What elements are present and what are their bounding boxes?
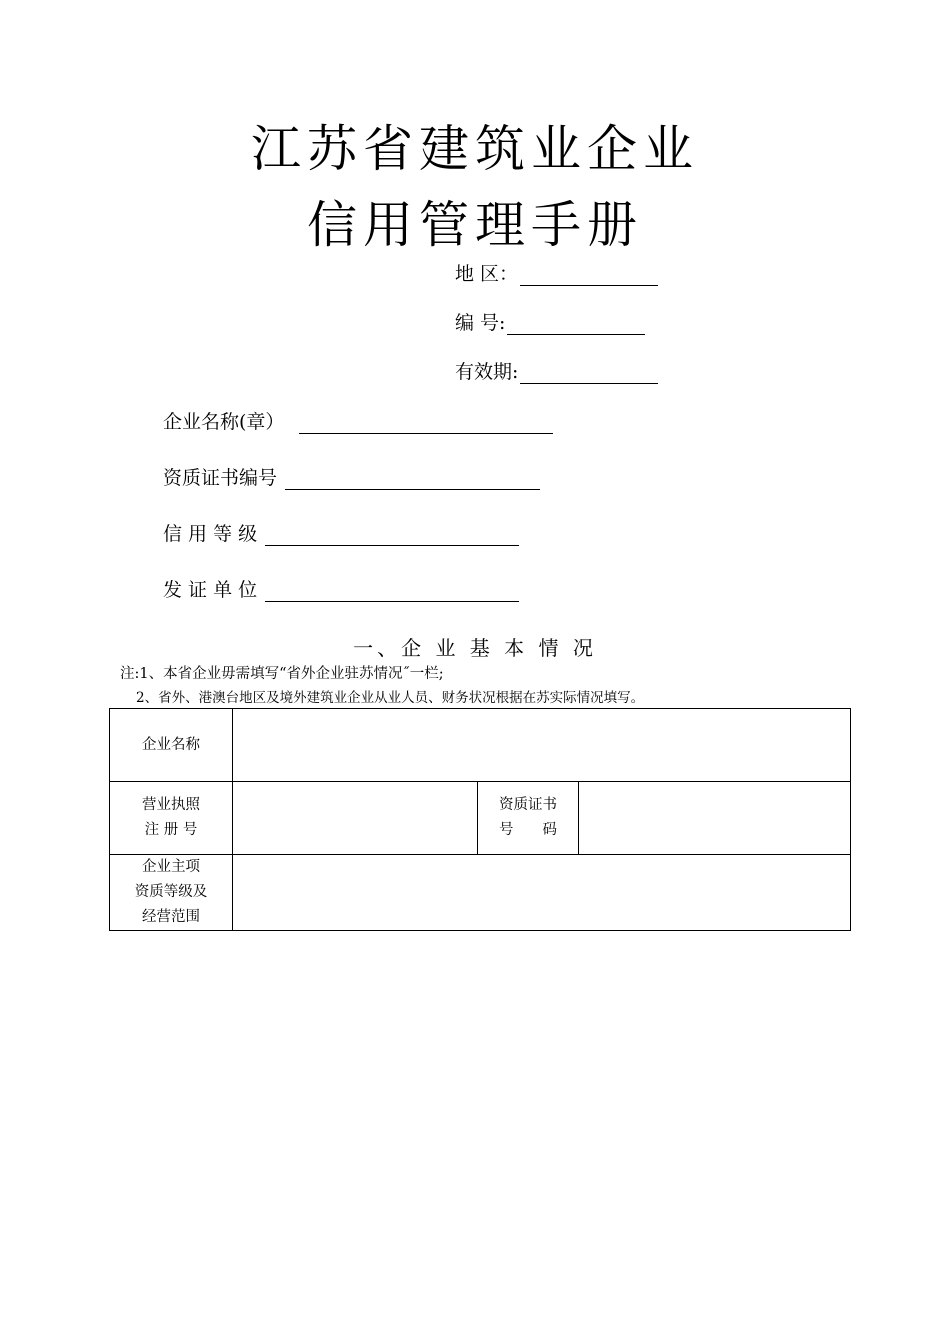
number-input[interactable] <box>507 314 645 335</box>
credit-level-field <box>163 522 519 546</box>
scope-label-line-2: 资质等级及 <box>134 884 208 900</box>
company-name-cell[interactable] <box>233 709 851 782</box>
title-line-2: 信用管理手册 <box>307 196 643 254</box>
table-row <box>110 855 851 931</box>
license-cell-label <box>110 782 233 855</box>
license-cell[interactable] <box>233 782 478 855</box>
credit-level-input[interactable] <box>265 525 519 546</box>
cert-number-field <box>163 466 540 490</box>
table-row <box>110 709 851 782</box>
credit-level-label: 信 用 等 级 <box>163 523 258 545</box>
cert-label-line-1: 资质证书 <box>499 797 557 813</box>
company-name-field <box>163 410 553 434</box>
company-name-cell-label: 企业名称 <box>110 709 233 782</box>
section-title: 一、企 业 基 本 情 况 <box>353 636 597 660</box>
region-label: 地 区： <box>455 263 519 285</box>
cert-number-input[interactable] <box>285 469 540 490</box>
scope-label-line-3: 经营范围 <box>142 909 200 925</box>
title-line-1: 江苏省建筑业企业 <box>251 120 699 178</box>
cert-number-label: 资质证书编号 <box>163 467 278 489</box>
license-label-line-2: 注 册 号 <box>144 822 198 838</box>
region-field <box>455 262 658 286</box>
company-name-label: 企业名称(章） <box>163 411 285 433</box>
note-2: 2、省外、港澳台地区及境外建筑业企业从业人员、财务状况根据在苏实际情况填写。 <box>136 690 645 706</box>
issuer-input[interactable] <box>265 581 519 602</box>
cert-cell-label <box>478 782 579 855</box>
license-label-line-1: 营业执照 <box>142 797 200 813</box>
issuer-label: 发 证 单 位 <box>163 579 258 601</box>
company-name-input[interactable] <box>299 413 553 434</box>
scope-cell[interactable] <box>233 855 851 931</box>
issuer-field <box>163 578 519 602</box>
cert-label-line-2: 号 码 <box>499 822 557 838</box>
cert-cell[interactable] <box>579 782 851 855</box>
number-field <box>455 311 645 335</box>
note-1: 注:1、本省企业毋需填写“省外企业驻苏情况˝一栏; <box>120 666 444 682</box>
validity-input[interactable] <box>520 363 658 384</box>
table-row <box>110 782 851 855</box>
scope-label-line-1: 企业主项 <box>142 859 200 875</box>
validity-field <box>455 360 658 384</box>
region-input[interactable] <box>520 265 658 286</box>
number-label: 编 号: <box>455 312 506 334</box>
validity-label: 有效期: <box>455 361 519 383</box>
scope-cell-label <box>110 855 233 931</box>
basic-info-table <box>109 708 851 931</box>
